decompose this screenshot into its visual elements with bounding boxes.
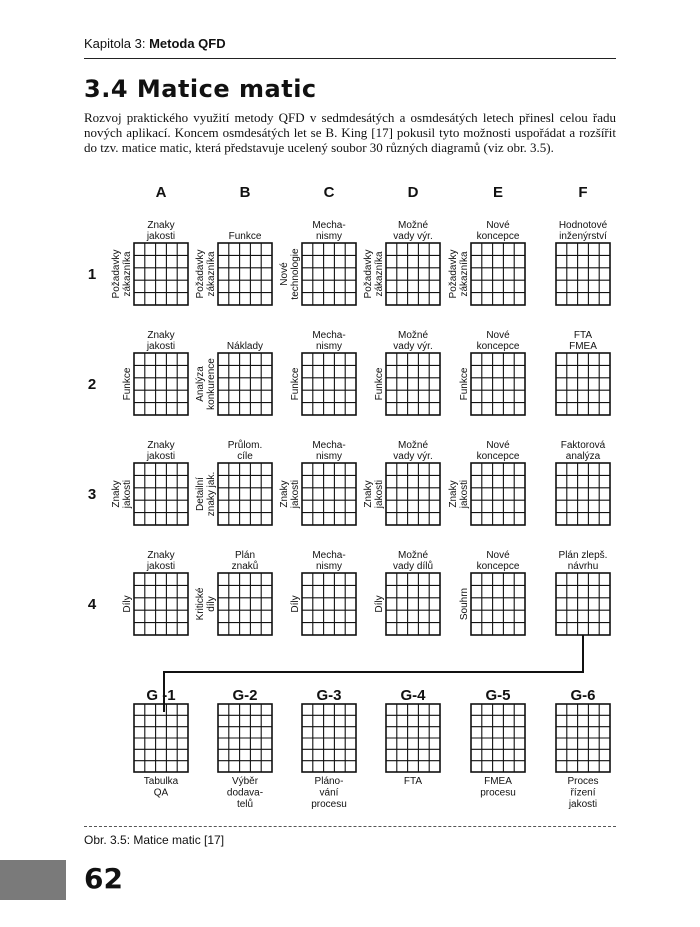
cell-top-label: Možné	[397, 440, 429, 451]
section-title	[84, 75, 317, 103]
g-label-4: G-4	[400, 687, 426, 704]
cell-top-label: Možné	[397, 330, 429, 341]
chapter-title: Metoda QFD	[149, 36, 226, 51]
cell-top-label: analýza	[565, 451, 601, 462]
cell-side-label: Požadavky	[448, 249, 459, 299]
matrix-grid-g5	[471, 704, 525, 772]
cell-side-label: Nové	[279, 262, 290, 286]
cell-top-label: Plán zlepš.	[558, 550, 608, 561]
cell-top-label: vady výr.	[393, 451, 433, 462]
row-label-1: 1	[87, 266, 97, 283]
g-bottom-label: FTA	[403, 776, 423, 787]
row-label-4: 4	[87, 596, 97, 613]
column-header-f: F	[578, 184, 588, 201]
cell-top-label: Průlom.	[227, 440, 263, 451]
cell-side-label: zákazníka	[206, 251, 217, 297]
matrix-grid-d1	[386, 243, 440, 305]
cell-top-label: Faktorová	[560, 440, 606, 451]
g-label-6: G-6	[570, 687, 596, 704]
cell-side-label: Funkce	[122, 367, 133, 401]
cell-side-label: jakosti	[290, 479, 301, 509]
cell-top-label: jakosti	[146, 561, 176, 572]
row-label-3: 3	[87, 486, 97, 503]
page-number: 62	[84, 862, 123, 895]
cell-side-label: Znaky	[363, 480, 374, 508]
matrix-grid-e2	[471, 353, 525, 415]
matrix-grid-c1	[302, 243, 356, 305]
g-bottom-label: procesu	[480, 787, 516, 799]
cell-top-label: Mecha-	[312, 440, 346, 451]
cell-top-label: vady dílů	[392, 561, 434, 572]
cell-top-label: znaků	[231, 561, 259, 572]
column-header-c: C	[323, 184, 335, 201]
cell-top-label: Mecha-	[312, 330, 346, 341]
matrix-grid-f3	[556, 463, 610, 525]
g-label-2: G-2	[232, 687, 258, 704]
matrix-grid-g2	[218, 704, 272, 772]
running-header	[84, 36, 226, 51]
cell-side-label: Požadavky	[195, 249, 206, 299]
g-bottom-label: řízení	[570, 787, 596, 799]
matrix-grid-f1	[556, 243, 610, 305]
matrix-grid-g6	[556, 704, 610, 772]
g-bottom-label: FMEA	[484, 776, 512, 787]
cell-top-label: vady výr.	[393, 231, 433, 242]
g-label-5: G-5	[485, 687, 511, 704]
header-rule	[84, 58, 616, 59]
cell-top-label: Plán	[234, 550, 256, 561]
matrix-grid-a2	[134, 353, 188, 415]
g-bottom-label: Tabulka	[143, 776, 179, 787]
matrix-grid-e4	[471, 573, 525, 635]
cell-side-label: Kritické	[195, 587, 206, 621]
cell-side-label: díly	[206, 596, 217, 612]
matrix-grid-c3	[302, 463, 356, 525]
g-bottom-label: vání	[319, 787, 339, 799]
cell-side-label: Funkce	[290, 367, 301, 401]
cell-side-label: jakosti	[374, 479, 385, 509]
figure-caption: Obr. 3.5: Matice matic [17]	[84, 833, 225, 847]
cell-top-label: Nové	[486, 550, 510, 561]
cell-top-label: nismy	[315, 231, 343, 242]
cell-side-label: Díly	[374, 595, 385, 613]
g-bottom-label: dodava-	[226, 787, 264, 799]
cell-side-label: Detailní	[195, 477, 206, 511]
cell-top-label: Mecha-	[312, 550, 346, 561]
cell-top-label: nismy	[315, 451, 343, 462]
caption-rule	[84, 826, 616, 827]
connector-line	[164, 635, 583, 712]
cell-top-label: Možné	[397, 550, 429, 561]
cell-side-label: jakosti	[122, 479, 133, 509]
cell-top-label: jakosti	[146, 231, 176, 242]
cell-side-label: Souhrn	[459, 587, 470, 621]
g-label-3: G-3	[316, 687, 342, 704]
matrix-grid-b3	[218, 463, 272, 525]
column-header-e: E	[492, 184, 504, 201]
matrix-grid-d4	[386, 573, 440, 635]
matrix-grid-b1	[218, 243, 272, 305]
cell-top-label: FMEA	[569, 341, 597, 352]
cell-top-label: vady výr.	[393, 341, 433, 352]
cell-top-label: inženýrství	[559, 231, 607, 242]
cell-side-label: Požadavky	[111, 249, 122, 299]
cell-side-label: Znaky	[111, 480, 122, 508]
cell-top-label: cíle	[237, 451, 253, 462]
cell-top-label: Nové	[486, 330, 510, 341]
cell-side-label: zákazníka	[122, 251, 133, 297]
g-bottom-label: Výběr	[231, 776, 259, 787]
matrix-grid-a1	[134, 243, 188, 305]
cell-top-label: návrhu	[567, 561, 599, 572]
matrix-grid-e3	[471, 463, 525, 525]
column-header-a: A	[155, 184, 167, 201]
g-bottom-label: Proces	[567, 776, 599, 787]
cell-side-label: zákazníka	[374, 251, 385, 297]
section-number: 3.4	[84, 75, 129, 103]
cell-top-label: jakosti	[146, 451, 176, 462]
cell-top-label: Znaky	[147, 440, 175, 451]
cell-top-label: Funkce	[228, 231, 262, 242]
cell-side-label: Díly	[122, 595, 133, 613]
cell-top-label: Znaky	[147, 330, 175, 341]
matrix-grid-e1	[471, 243, 525, 305]
intro-paragraph: Rozvoj praktického využití metody QFD v sedmdesátých a osmdesátých letech přinesl celou řadu nových aplikací. Koncem osmdesátých let se B. King [17] pokusil tyto možnosti uspořádat a rozšířit do tzv. matice matic, která představuje ucelený soubor 30 různých diagramů (viz obr. 3.5).	[84, 110, 616, 155]
cell-side-label: Znaky	[279, 480, 290, 508]
cell-top-label: Možné	[397, 220, 429, 231]
cell-top-label: Mecha-	[312, 220, 346, 231]
page-edge-tab	[0, 860, 66, 900]
cell-side-label: Funkce	[459, 367, 470, 401]
column-header-d: D	[407, 184, 419, 201]
g-bottom-label: procesu	[311, 799, 347, 810]
cell-side-label: Požadavky	[363, 249, 374, 299]
column-header-b: B	[239, 184, 251, 201]
matrix-grid-g3	[302, 704, 356, 772]
matrix-grid-g4	[386, 704, 440, 772]
matrix-grid-d3	[386, 463, 440, 525]
matrix-of-matrices-diagram	[84, 180, 616, 820]
cell-top-label: nismy	[315, 561, 343, 572]
cell-top-label: Hodnotové	[558, 220, 608, 231]
row-label-2: 2	[87, 376, 97, 393]
cell-side-label: znaky jak.	[206, 471, 217, 517]
cell-top-label: FTA	[573, 330, 593, 341]
cell-top-label: koncepce	[476, 561, 520, 572]
cell-top-label: nismy	[315, 341, 343, 352]
matrix-grid-g1	[134, 704, 188, 772]
cell-side-label: Funkce	[374, 367, 385, 401]
g-label-1: G -1	[146, 687, 176, 704]
cell-top-label: koncepce	[476, 231, 520, 242]
cell-side-label: zákazníka	[459, 251, 470, 297]
matrix-grid-f2	[556, 353, 610, 415]
matrix-grid-a4	[134, 573, 188, 635]
g-bottom-label: jakosti	[568, 799, 598, 810]
cell-top-label: Nové	[486, 220, 510, 231]
cell-top-label: koncepce	[476, 451, 520, 462]
g-bottom-label: QA	[153, 787, 169, 799]
cell-top-label: Nové	[486, 440, 510, 451]
cell-top-label: Znaky	[147, 550, 175, 561]
cell-side-label: Díly	[290, 595, 301, 613]
matrix-grid-a3	[134, 463, 188, 525]
g-bottom-label: telů	[236, 799, 254, 810]
cell-top-label: Znaky	[147, 220, 175, 231]
section-heading: Matice matic	[136, 75, 317, 103]
matrix-grid-c4	[302, 573, 356, 635]
matrix-grid-d2	[386, 353, 440, 415]
cell-side-label: technologie	[290, 248, 301, 300]
cell-top-label: jakosti	[146, 341, 176, 352]
cell-side-label: Analýza	[195, 366, 206, 402]
matrix-grid-c2	[302, 353, 356, 415]
matrix-grid-b2	[218, 353, 272, 415]
matrix-grid-b4	[218, 573, 272, 635]
cell-top-label: Náklady	[226, 341, 264, 352]
cell-side-label: jakosti	[459, 479, 470, 509]
g-bottom-label: Pláno-	[314, 776, 344, 787]
cell-top-label: koncepce	[476, 341, 520, 352]
chapter-label: Kapitola 3:	[84, 36, 146, 51]
cell-side-label: konkurence	[206, 358, 217, 410]
matrix-grid-f4	[556, 573, 610, 635]
cell-side-label: Znaky	[448, 480, 459, 508]
